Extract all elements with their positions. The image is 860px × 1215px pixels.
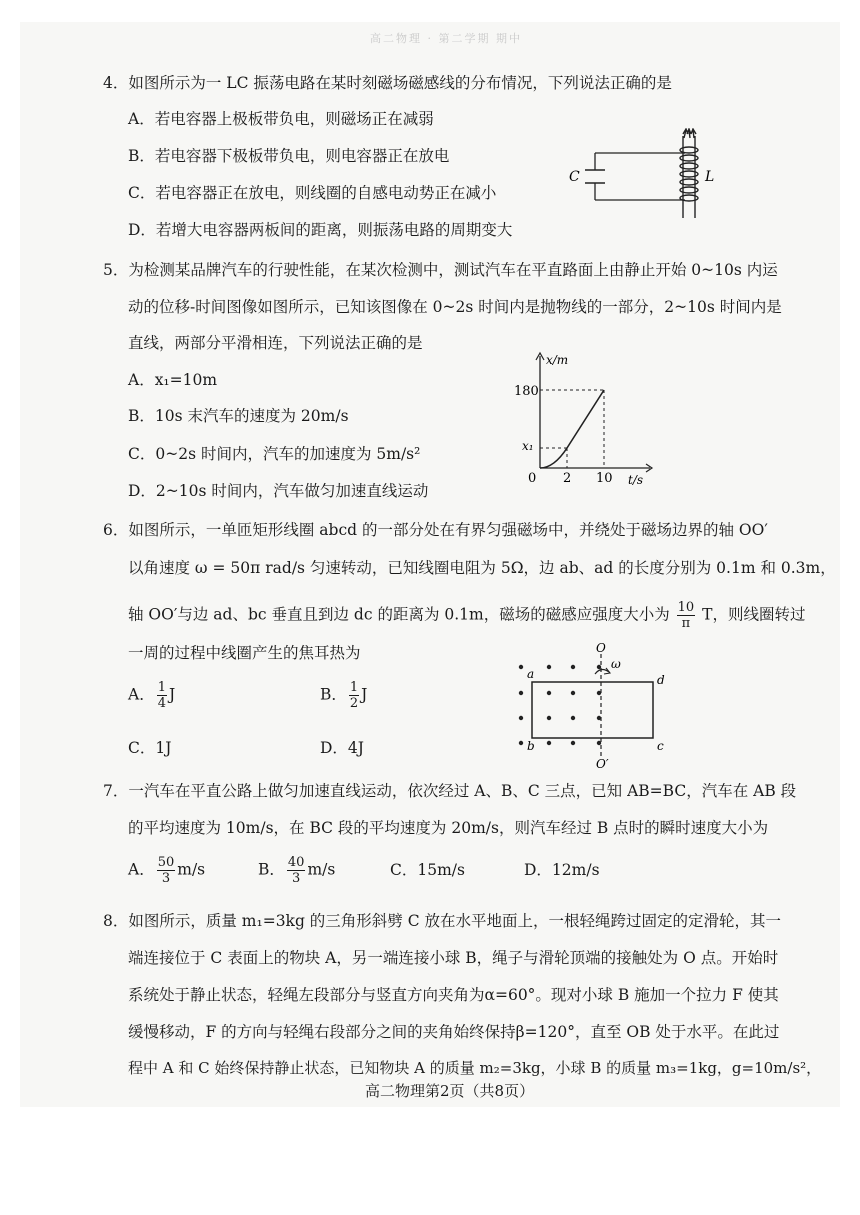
- omega-label: ω: [611, 657, 621, 671]
- x-t-graph: [500, 350, 660, 490]
- q7-option-b: B． $\frac{40}{3}$ m/s: [258, 855, 336, 886]
- q7-option-d: D．12m/s: [524, 861, 600, 879]
- q5-line3: 直线，两部分平滑相连，下列说法正确的是: [128, 334, 423, 352]
- q7-line1: 7．一汽车在平直公路上做匀加速直线运动，依次经过 A、B、C 三点，已知 AB=BC，汽车在 AB 段: [103, 782, 797, 800]
- graph-tick-180: 180: [514, 384, 539, 399]
- q6-line3-text: 轴 OO′与边 ad、bc 垂直且到边 dc 的距离为 0.1m，磁场的磁感应强度大小为: [128, 605, 670, 624]
- q6-option-c: C．1J: [128, 739, 172, 757]
- graph-tick-2: 2: [563, 471, 572, 486]
- q6-line1: 6．如图所示，一单匝矩形线圈 abcd 的一部分处在有界匀强磁场中，并绕处于磁场边界的轴 OO′: [103, 521, 768, 539]
- q8-line5: 程中 A 和 C 始终保持静止状态，已知物块 A 的质量 m₂=3kg，小球 B 的质量 m₃=1kg，g=10m/s²，: [128, 1059, 822, 1077]
- faint-header: 高二物理 · 第二学期 期中: [370, 32, 522, 45]
- q8-line3: 系统处于静止状态，轻绳左段部分与竖直方向夹角为α=60°。现对小球 B 施加一个拉力 F 使其: [128, 986, 779, 1004]
- q4-option-d: D．若增大电容器两板间的距离，则振荡电路的周期变大: [128, 221, 513, 239]
- q8-line1: 8．如图所示，质量 m₁=3kg 的三角形斜劈 C 放在水平地面上，一根轻绳跨过固定的定滑轮，其一: [103, 912, 782, 930]
- q5-option-c: C．0~2s 时间内，汽车的加速度为 5m/s²: [128, 445, 421, 463]
- q4-option-b: B．若电容器下极板带负电，则电容器正在放电: [128, 147, 450, 165]
- q4-option-a: A．若电容器上极板带负电，则磁场正在减弱: [128, 110, 434, 128]
- q4-option-c: C．若电容器正在放电，则线圈的自感电动势正在减小: [128, 184, 497, 202]
- axis-label-o-prime: O′: [596, 757, 609, 770]
- corner-d: d: [657, 673, 665, 687]
- q7-line2: 的平均速度为 10m/s，在 BC 段的平均速度为 20m/s，则汽车经过 B 点时的瞬时速度大小为: [128, 819, 769, 837]
- lc-circuit-figure: [555, 128, 725, 223]
- q6-option-a: A． $\frac{1}{4}$ J: [128, 680, 176, 711]
- q5-line2: 动的位移-时间图像如图所示，已知该图像在 0~2s 时间内是抛物线的一部分，2~10s 时间内是: [128, 298, 782, 316]
- q6-option-d: D．4J: [320, 739, 365, 757]
- page-footer: 高二物理第2页（共8页）: [365, 1082, 535, 1100]
- graph-xlabel: t/s: [628, 473, 644, 487]
- q6-field-fraction: $\frac{10}{\pi}$: [677, 600, 695, 631]
- rotating-coil-figure: [505, 640, 685, 770]
- corner-c: c: [657, 739, 664, 753]
- q6-line2: 以角速度 ω = 50π rad/s 匀速转动，已知线圈电阻为 5Ω，边 ab、ad 的长度分别为 0.1m 和 0.3m，: [128, 559, 836, 577]
- axis-label-o: O: [596, 641, 606, 655]
- corner-b: b: [527, 739, 535, 753]
- q5-option-b: B．10s 末汽车的速度为 20m/s: [128, 407, 349, 425]
- q5-option-a: A．x₁=10m: [128, 371, 218, 389]
- q7-option-a: A． $\frac{50}{3}$ m/s: [128, 855, 206, 886]
- q5-option-d: D．2~10s 时间内，汽车做匀加速直线运动: [128, 482, 429, 500]
- q8-line2: 端连接位于 C 表面上的物块 A，另一端连接小球 B，绳子与滑轮顶端的接触处为 O 点。开始时: [128, 949, 779, 967]
- graph-tick-x1: x₁: [522, 439, 534, 453]
- capacitor-label: C: [569, 169, 580, 185]
- q8-line4: 缓慢移动，F 的方向与轻绳右段部分之间的夹角始终保持β=120°，直至 OB 处于水平。在此过: [128, 1023, 780, 1041]
- q6-line3-tail: T，则线圈转过: [702, 605, 806, 624]
- graph-tick-0: 0: [528, 471, 537, 486]
- graph-tick-10: 10: [596, 471, 613, 486]
- q7-option-c: C．15m/s: [390, 861, 465, 879]
- q4-stem: 4．如图所示为一 LC 振荡电路在某时刻磁场磁感线的分布情况，下列说法正确的是: [103, 74, 672, 92]
- q6-line3: [128, 600, 805, 631]
- q6-option-b: B． $\frac{1}{2}$ J: [320, 680, 368, 711]
- corner-a: a: [527, 667, 535, 681]
- graph-ylabel: x/m: [546, 353, 569, 367]
- inductor-label: L: [705, 169, 715, 185]
- q5-line1: 5．为检测某品牌汽车的行驶性能，在某次检测中，测试汽车在平直路面上由静止开始 0~10s 内运: [103, 261, 778, 279]
- q6-line4: 一周的过程中线圈产生的焦耳热为: [128, 644, 361, 662]
